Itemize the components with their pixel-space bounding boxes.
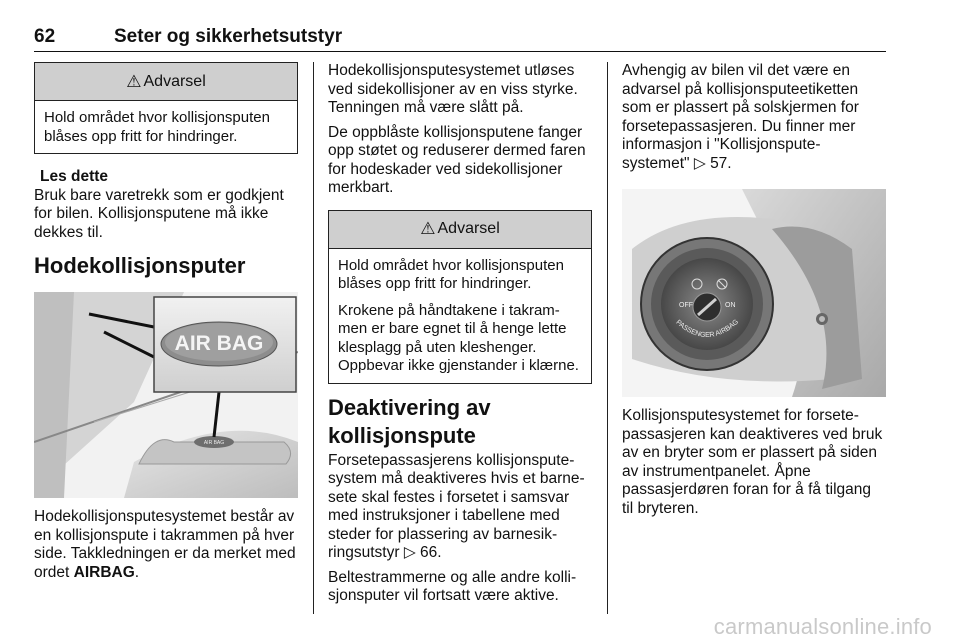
warning-box	[328, 210, 592, 384]
switch-on-label: ON	[725, 302, 736, 309]
note-text: Bruk bare varetrekk som er godkjent for bilen. Kollisjonsputene må ikke dekkes til.	[34, 186, 284, 241]
paragraph: Forsetepassasjerens kollisjonspute-system må deaktiveres hvis et barne-sete skal festes i forsetet i samsvar med instruksjoner i tabellene med steder for plassering av barnesik-ringsutstyr ▷ 66.	[328, 451, 585, 561]
warning-box	[34, 62, 298, 154]
note-block	[34, 168, 298, 242]
page-title: Seter og sikkerhetsutstyr	[114, 26, 343, 47]
airbag-marking-label: AIR BAG	[174, 332, 264, 355]
figure-caption: Hodekollisjonsputesystemet består av en kollisjonspute i takrammen på hver side. Takkledningen er da merket med ordet AIRBAG.	[34, 508, 296, 581]
head-airbag-illustration	[34, 292, 298, 498]
column-1	[34, 62, 298, 582]
section-heading: Deaktivering av kollisjonspute	[328, 394, 491, 448]
arrow-reference-icon: ▷	[403, 544, 421, 561]
airbag-switch-illustration	[622, 189, 886, 397]
note-label: Les dette	[40, 168, 109, 185]
switch-off-label: OFF	[679, 302, 693, 309]
paragraph: Hodekollisjonsputesystemet utløses ved sidekollisjoner av en viss styrke. Tenningen må være slått på.	[328, 62, 578, 116]
warning-heading: ⚠ Advarsel	[35, 63, 297, 101]
watermark: carmanualsonline.info	[713, 614, 932, 639]
warning-triangle-icon: ⚠	[420, 219, 436, 238]
page-header	[34, 26, 886, 52]
column-2	[328, 62, 592, 606]
paragraph: Avhengig av bilen vil det være en advarsel på kollisjonsputeetiketten som er plassert på solskjermen for forsetepassasjeren. Du finner mer informasjon i "Kollisjonspute-systemet" ▷ 57.	[622, 62, 859, 172]
warning-text: Krokene på håndtakene i takram-men er bare egnet til å henge lette klesplagg på uten kleshenger. Oppbevar ikke gjenstander i klærne.	[338, 301, 579, 374]
paragraph: Beltestrammerne og alle andre kolli-sjonsputer vil fortsatt være aktive.	[328, 568, 577, 604]
warning-text: Hold området hvor kollisjonsputen blåses opp fritt for hindringer.	[338, 256, 564, 292]
column-divider	[607, 62, 608, 614]
switch-arc-label: PASSENGER AIRBAG	[674, 318, 741, 340]
paragraph: De oppblåste kollisjonsputene fanger opp støtet og reduserer dermed faren for hodeskader ved sidekollisjoner merkbart.	[328, 123, 586, 196]
section-heading: Hodekollisjonsputer	[34, 253, 246, 278]
column-3	[622, 62, 886, 518]
small-airbag-label: AIR BAG	[203, 440, 225, 446]
warning-heading: ⚠ Advarsel	[329, 211, 591, 249]
page-number: 62	[34, 26, 56, 47]
arrow-reference-icon: ▷	[693, 154, 711, 172]
warning-text: Hold området hvor kollisjonsputen blåses opp fritt for hindringer.	[44, 109, 270, 145]
column-divider	[313, 62, 314, 614]
paragraph: Kollisjonsputesystemet for forsete-passasjeren kan deaktiveres ved bruk av en bryter som er plassert på siden av instrumentpanelet. Åpne passasjerdøren foran for å få tilgang til bryteren.	[622, 407, 883, 517]
warning-triangle-icon: ⚠	[126, 71, 142, 91]
